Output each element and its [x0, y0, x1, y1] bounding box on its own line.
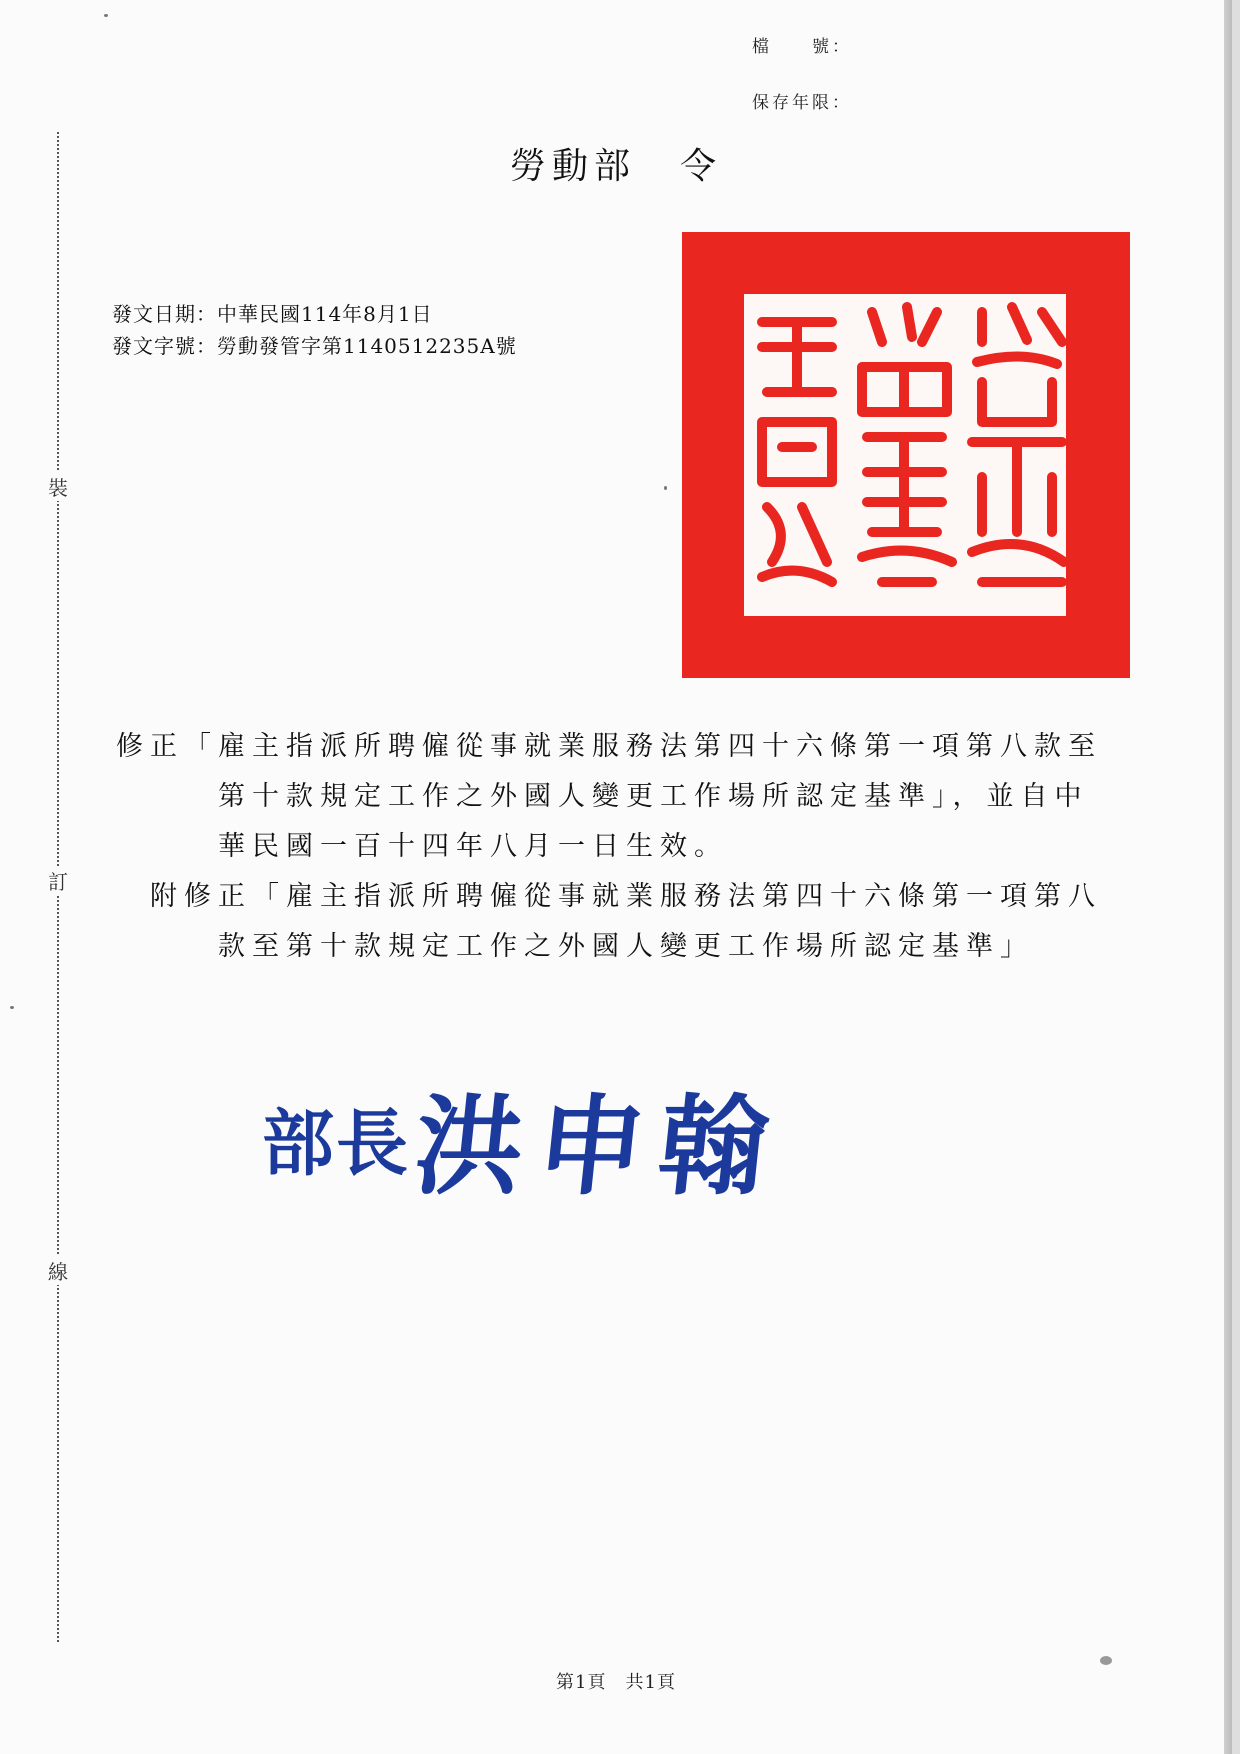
page-edge-shadow: [1224, 0, 1232, 1754]
document-type: 令: [680, 146, 723, 187]
body-line-5: 款至第十款規定工作之外國人變更工作場所認定基準」: [218, 931, 1034, 962]
seal-script-icon: [682, 232, 1130, 678]
issue-number: 發文字號：勞動發管字第1140512235A號: [112, 334, 517, 358]
scan-speck: [104, 14, 108, 17]
body-line-1: 修正「雇主指派所聘僱從事就業服務法第四十六條第一項第八款至: [116, 731, 1102, 762]
issue-date: 發文日期：中華民國114年8月1日: [112, 302, 433, 326]
body-line-3: 華民國一百十四年八月一日生效。: [218, 831, 728, 862]
agency-name: 勞動部: [509, 146, 636, 187]
signature-title: 部長: [262, 1101, 411, 1186]
retention-period-label: 保存年限：: [752, 93, 852, 113]
official-seal-icon: [682, 232, 1130, 678]
body-line-2: 第十款規定工作之外國人變更工作場所認定基準」，並自中: [218, 781, 1089, 812]
binding-char-ding: 訂: [44, 866, 72, 895]
binding-char-zhuang: 裝: [44, 472, 72, 501]
binding-char-xian: 線: [44, 1256, 72, 1285]
scan-speck: [10, 1006, 14, 1009]
signature-name: 洪申翰: [408, 1084, 788, 1210]
page-title: [0, 138, 1232, 189]
scan-speck: [1100, 1656, 1112, 1665]
file-number-label: 檔 號：: [752, 37, 852, 57]
scan-speck: [664, 486, 667, 490]
page-number: 第1頁 共1頁: [556, 1672, 676, 1693]
minister-signature: [262, 1060, 788, 1215]
body-line-4: 附修正「雇主指派所聘僱從事就業服務法第四十六條第一項第八: [150, 881, 1102, 912]
